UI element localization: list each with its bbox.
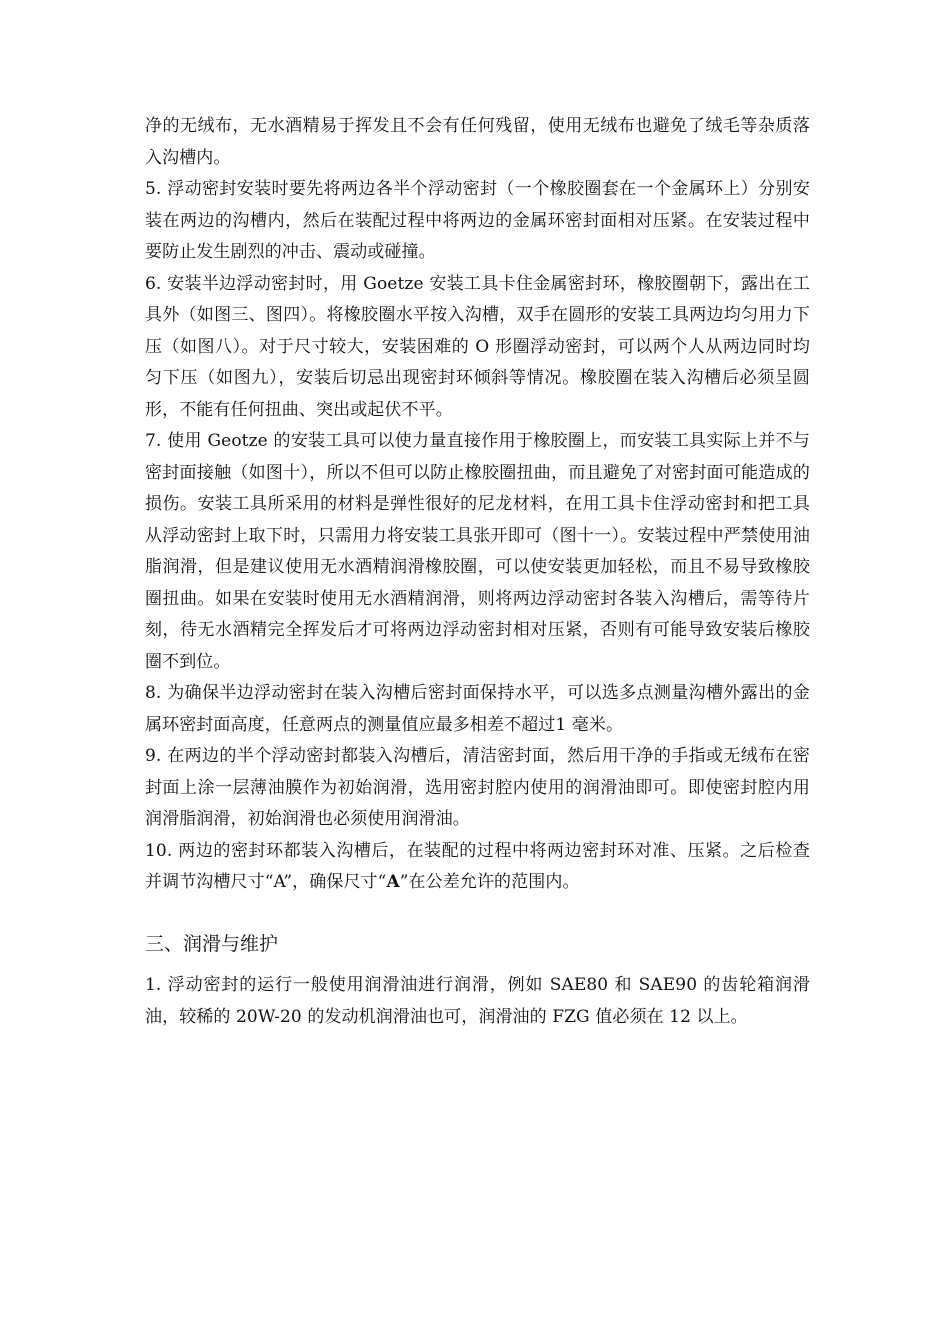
paragraph-step-7: 7. 使用 Geotze 的安装工具可以使力量直接作用于橡胶圈上，而安装工具实际上并不与密封面接触（如图十），所以不但可以防止橡胶圈扭曲，而且避免了对密封面可能造成的损伤。安装工具所采用的材料是弹性很好的尼龙材料，在用工具卡住浮动密封和把工具从浮动密封上取下时，只需用力将安装工具张开即可（图十一）。安装过程中严禁使用油脂润滑，但是建议使用无水酒精润滑橡胶圈，可以使安装更加轻松，而且不易导致橡胶圈扭曲。如果在安装时使用无水酒精润滑，则将两边浮动密封各装入沟槽后，需等待片刻，待无水酒精完全挥发后才可将两边浮动密封相对压紧，否则有可能导致安装后橡胶圈不到位。 <box>145 431 810 672</box>
document-body <box>145 111 810 1033</box>
paragraph-section-3-step-1: 1. 浮动密封的运行一般使用润滑油进行润滑，例如 SAE80 和 SAE90 的齿轮箱润滑油，较稀的 20W-20 的发动机润滑油也可，润滑油的 FZG 值必须在 12 以上。 <box>145 975 810 1027</box>
paragraph-continuation: 净的无绒布，无水酒精易于挥发且不会有任何残留，使用无绒布也避免了绒毛等杂质落入沟槽内。 <box>145 116 810 168</box>
step-10-text-before: 10. 两边的密封环都装入沟槽后，在装配的过程中将两边密封环对准、压紧。之后检查并调节沟槽尺寸“A”，确保尺寸“ <box>145 840 810 892</box>
paragraph-step-8: 8. 为确保半边浮动密封在装入沟槽后密封面保持水平，可以选多点测量沟槽外露出的金属环密封面高度，任意两点的测量值应最多相差不超过1 毫米。 <box>145 683 810 735</box>
paragraph-step-10 <box>145 836 810 899</box>
step-10-text-after: ”在公差允许的范围内。 <box>399 872 580 892</box>
step-10-bold-dimension: A <box>386 872 400 892</box>
paragraph-step-6: 6. 安装半边浮动密封时，用 Goetze 安装工具卡住金属密封环，橡胶圈朝下，露出在工具外（如图三、图四）。将橡胶圈水平按入沟槽，双手在圆形的安装工具两边均匀用力下压（如图八）。对于尺寸较大，安装困难的 O 形圈浮动密封，可以两个人从两边同时均匀下压（如图九），安装后切忌出现密封环倾斜等情况。橡胶圈在装入沟槽后必须呈圆形，不能有任何扭曲、突出或起伏不平。 <box>145 273 810 420</box>
paragraph-step-9: 9. 在两边的半个浮动密封都装入沟槽后，清洁密封面，然后用干净的手指或无绒布在密封面上涂一层薄油膜作为初始润滑，选用密封腔内使用的润滑油即可。即使密封腔内用润滑脂润滑，初始润滑也必须使用润滑油。 <box>145 746 810 829</box>
section-heading-lubrication: 三、润滑与维护 <box>145 932 279 955</box>
paragraph-step-5: 5. 浮动密封安装时要先将两边各半个浮动密封（一个橡胶圈套在一个金属环上）分别安装在两边的沟槽内，然后在装配过程中将两边的金属环密封面相对压紧。在安装过程中要防止发生剧烈的冲击、震动或碰撞。 <box>145 179 810 262</box>
